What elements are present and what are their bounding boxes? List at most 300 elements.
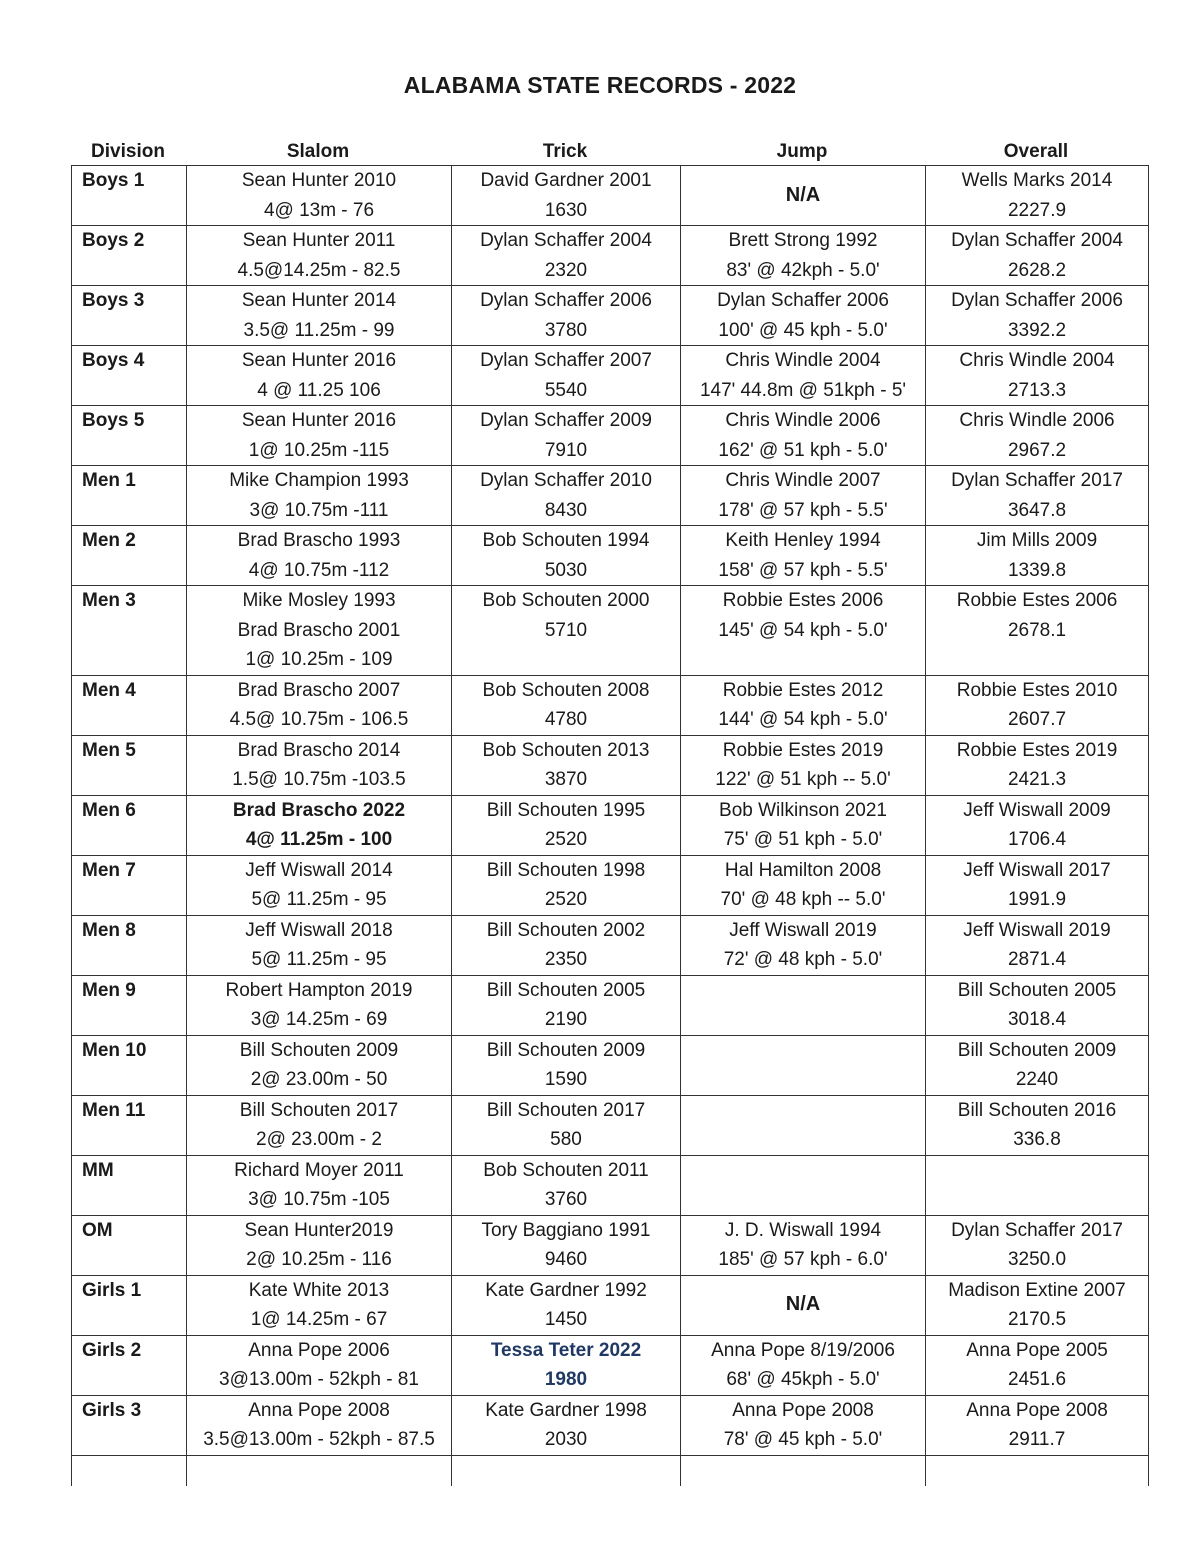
trick-line: 3760 bbox=[544, 1189, 588, 1210]
jump-cell bbox=[681, 735, 926, 795]
slalom-cell bbox=[187, 1275, 452, 1335]
jump-line: Anna Pope 2008 bbox=[732, 1399, 874, 1421]
jump-line: 100' @ 45 kph - 5.0' bbox=[718, 319, 888, 341]
division-cell bbox=[72, 1095, 187, 1155]
slalom-line: Jeff Wiswall 2018 bbox=[245, 919, 393, 941]
slalom-line: 1@ 10.25m -115 bbox=[248, 439, 390, 461]
slalom-line: Jeff Wiswall 2014 bbox=[245, 859, 393, 881]
slalom-line: 4@ 11.25m - 100 bbox=[245, 829, 393, 850]
slalom-line: Anna Pope 2008 bbox=[248, 1399, 390, 1421]
overall-line: 2240 bbox=[1015, 1069, 1059, 1090]
slalom-line: Mike Champion 1993 bbox=[229, 470, 409, 491]
overall-line: Robbie Estes 2006 bbox=[956, 590, 1118, 611]
trick-line: 2030 bbox=[544, 1429, 588, 1450]
table-row bbox=[72, 1095, 1149, 1155]
overall-line: Jim Mills 2009 bbox=[976, 530, 1098, 551]
table-row bbox=[72, 975, 1149, 1035]
overall-cell bbox=[926, 1035, 1149, 1095]
column-header-trick: Trick bbox=[542, 141, 588, 162]
overall-line: Dylan Schaffer 2006 bbox=[951, 290, 1123, 311]
table-row bbox=[72, 1215, 1149, 1275]
table-row bbox=[72, 526, 1149, 586]
overall-cell bbox=[926, 166, 1149, 226]
overall-line: 2451.6 bbox=[1007, 1369, 1067, 1390]
slalom-line: Bill Schouten 2017 bbox=[239, 1099, 399, 1121]
trick-cell bbox=[452, 526, 681, 586]
overall-line: 3250.0 bbox=[1007, 1249, 1067, 1270]
trick-line: 9460 bbox=[544, 1249, 588, 1270]
overall-line: 3647.8 bbox=[1007, 499, 1067, 521]
overall-line: Chris Windle 2004 bbox=[959, 350, 1115, 371]
division-label: Men 10 bbox=[82, 1039, 147, 1061]
division-label: Men 11 bbox=[82, 1099, 146, 1121]
jump-cell bbox=[681, 1335, 926, 1395]
overall-line: Dylan Schaffer 2004 bbox=[951, 230, 1123, 251]
jump-cell bbox=[681, 586, 926, 676]
slalom-line: 1@ 10.25m - 109 bbox=[245, 649, 393, 670]
jump-line: Hal Hamilton 2008 bbox=[724, 859, 882, 881]
slalom-line: Sean Hunter 2016 bbox=[241, 410, 397, 431]
overall-line: 1991.9 bbox=[1007, 889, 1067, 910]
trick-line: 5030 bbox=[544, 559, 588, 581]
table-row bbox=[72, 915, 1149, 975]
overall-cell bbox=[926, 795, 1149, 855]
overall-line: Wells Marks 2014 bbox=[961, 170, 1113, 191]
overall-line: 2871.4 bbox=[1007, 949, 1067, 970]
overall-line: 3018.4 bbox=[1007, 1009, 1067, 1030]
division-cell bbox=[72, 1395, 187, 1455]
slalom-line: Mike Mosley 1993 bbox=[242, 590, 396, 611]
jump-line: Robbie Estes 2012 bbox=[722, 679, 884, 701]
overall-line: 2713.3 bbox=[1007, 379, 1067, 401]
slalom-line: Sean Hunter 2014 bbox=[241, 290, 397, 311]
records-table-body bbox=[72, 166, 1149, 1486]
jump-line: Anna Pope 8/19/2006 bbox=[711, 1339, 895, 1361]
division-label: Girls 1 bbox=[82, 1279, 142, 1301]
jump-line: 158' @ 57 kph - 5.5' bbox=[718, 559, 888, 581]
slalom-cell bbox=[187, 406, 452, 466]
trick-line: Dylan Schaffer 2009 bbox=[480, 410, 652, 431]
trick-line: 2350 bbox=[544, 949, 588, 970]
division-cell bbox=[72, 675, 187, 735]
division-cell bbox=[72, 1035, 187, 1095]
overall-line: 2421.3 bbox=[1007, 769, 1067, 790]
division-cell bbox=[72, 586, 187, 676]
slalom-line: 2@ 23.00m - 2 bbox=[256, 1129, 382, 1150]
division-label: Boys 4 bbox=[82, 350, 145, 371]
trick-cell bbox=[452, 1395, 681, 1455]
division-label: Boys 2 bbox=[82, 230, 145, 251]
overall-line: Bill Schouten 2005 bbox=[957, 979, 1117, 1001]
jump-line: Chris Windle 2004 bbox=[725, 350, 881, 371]
slalom-line: Sean Hunter 2010 bbox=[241, 170, 397, 191]
slalom-line: Anna Pope 2006 bbox=[248, 1339, 390, 1361]
overall-cell bbox=[926, 526, 1149, 586]
jump-cell bbox=[681, 286, 926, 346]
trick-line: Bob Schouten 2011 bbox=[483, 1159, 649, 1181]
division-cell bbox=[72, 1215, 187, 1275]
division-cell bbox=[72, 1155, 187, 1215]
overall-line: Anna Pope 2005 bbox=[966, 1339, 1108, 1361]
division-label: OM bbox=[82, 1219, 113, 1241]
jump-line: Brett Strong 1992 bbox=[728, 230, 878, 251]
jump-line: 162' @ 51 kph - 5.0' bbox=[718, 439, 888, 461]
slalom-cell bbox=[187, 1095, 452, 1155]
jump-na-label: N/A bbox=[785, 183, 821, 206]
division-label: Girls 2 bbox=[82, 1339, 142, 1361]
overall-cell bbox=[926, 1215, 1149, 1275]
jump-cell bbox=[681, 855, 926, 915]
overall-line: 2911.7 bbox=[1008, 1429, 1066, 1450]
overall-cell bbox=[926, 586, 1149, 676]
trick-line: 1980 bbox=[544, 1369, 588, 1390]
jump-cell bbox=[681, 406, 926, 466]
overall-line: Chris Windle 2006 bbox=[959, 410, 1115, 431]
overall-line: 336.8 bbox=[1013, 1129, 1061, 1150]
jump-line: 145' @ 54 kph - 5.0' bbox=[718, 619, 888, 641]
trick-line: 8430 bbox=[544, 499, 588, 521]
jump-line: 70' @ 48 kph -- 5.0' bbox=[720, 889, 886, 910]
overall-cell bbox=[926, 975, 1149, 1035]
jump-line: 178' @ 57 kph - 5.5' bbox=[718, 499, 888, 521]
division-cell bbox=[72, 1335, 187, 1395]
jump-line: J. D. Wiswall 1994 bbox=[724, 1219, 882, 1241]
trick-line: 3780 bbox=[544, 319, 588, 341]
trick-line: 580 bbox=[550, 1129, 582, 1150]
trick-line: 1630 bbox=[544, 199, 588, 221]
column-header-slalom: Slalom bbox=[286, 141, 350, 162]
jump-line: Dylan Schaffer 2006 bbox=[717, 290, 889, 311]
table-row bbox=[72, 1275, 1149, 1335]
division-label: MM bbox=[82, 1159, 114, 1181]
table-row bbox=[72, 1335, 1149, 1395]
slalom-cell bbox=[187, 226, 452, 286]
trick-cell bbox=[452, 466, 681, 526]
trick-cell bbox=[452, 1335, 681, 1395]
slalom-line: Brad Brascho 2007 bbox=[237, 679, 401, 701]
overall-line: Jeff Wiswall 2017 bbox=[963, 859, 1111, 881]
division-cell bbox=[72, 286, 187, 346]
trick-line: 7910 bbox=[544, 439, 588, 461]
slalom-line: Brad Brascho 2001 bbox=[237, 619, 401, 641]
jump-cell bbox=[681, 675, 926, 735]
trick-line: 5540 bbox=[544, 379, 588, 401]
slalom-line: 4.5@ 10.75m - 106.5 bbox=[229, 709, 409, 730]
trick-line: Bill Schouten 2002 bbox=[486, 919, 646, 941]
table-row bbox=[72, 466, 1149, 526]
trick-cell bbox=[452, 675, 681, 735]
division-label: Men 9 bbox=[82, 979, 136, 1001]
overall-line: 2678.1 bbox=[1007, 619, 1067, 641]
trick-line: 4780 bbox=[544, 709, 588, 730]
overall-line: Madison Extine 2007 bbox=[948, 1279, 1126, 1301]
overall-line: 3392.2 bbox=[1007, 319, 1067, 341]
slalom-cell bbox=[187, 1335, 452, 1395]
jump-cell bbox=[681, 466, 926, 526]
division-label: Men 1 bbox=[82, 470, 136, 491]
division-cell bbox=[72, 1275, 187, 1335]
division-cell bbox=[72, 226, 187, 286]
overall-cell bbox=[926, 346, 1149, 406]
trick-line: Bill Schouten 2005 bbox=[486, 979, 646, 1001]
jump-cell bbox=[681, 1275, 926, 1335]
division-label: Boys 3 bbox=[82, 290, 145, 311]
overall-cell bbox=[926, 675, 1149, 735]
trick-cell bbox=[452, 1155, 681, 1215]
division-cell bbox=[72, 406, 187, 466]
trick-line: Dylan Schaffer 2010 bbox=[480, 470, 652, 491]
trick-cell bbox=[452, 915, 681, 975]
table-row bbox=[72, 586, 1149, 676]
division-label: Men 4 bbox=[82, 679, 136, 701]
slalom-cell bbox=[187, 586, 452, 676]
jump-cell bbox=[681, 526, 926, 586]
table-row-empty bbox=[72, 1455, 1149, 1486]
trick-line: 3870 bbox=[544, 769, 588, 790]
trick-line: Tory Baggiano 1991 bbox=[481, 1219, 651, 1241]
overall-cell bbox=[926, 1335, 1149, 1395]
slalom-cell bbox=[187, 166, 452, 226]
slalom-cell bbox=[187, 286, 452, 346]
trick-line: 2320 bbox=[544, 259, 588, 281]
table-row bbox=[72, 346, 1149, 406]
overall-line: 2170.5 bbox=[1007, 1309, 1067, 1330]
slalom-line: Brad Brascho 2014 bbox=[237, 739, 401, 761]
records-table bbox=[71, 165, 1149, 1486]
trick-cell bbox=[452, 1275, 681, 1335]
jump-cell bbox=[681, 1155, 926, 1215]
overall-cell bbox=[926, 286, 1149, 346]
overall-line: Robbie Estes 2019 bbox=[956, 739, 1118, 761]
jump-cell bbox=[681, 1095, 926, 1155]
slalom-cell bbox=[187, 1035, 452, 1095]
trick-line: Dylan Schaffer 2007 bbox=[480, 350, 652, 371]
slalom-line: 5@ 11.25m - 95 bbox=[251, 889, 387, 910]
slalom-line: Sean Hunter 2016 bbox=[241, 350, 397, 371]
slalom-cell bbox=[187, 466, 452, 526]
jump-line: Bob Wilkinson 2021 bbox=[719, 799, 887, 821]
empty-cell bbox=[187, 1455, 452, 1486]
overall-cell bbox=[926, 466, 1149, 526]
overall-line: Robbie Estes 2010 bbox=[956, 679, 1118, 701]
jump-na-label: N/A bbox=[785, 1293, 821, 1316]
trick-line: 2520 bbox=[544, 829, 588, 850]
slalom-cell bbox=[187, 855, 452, 915]
division-cell bbox=[72, 855, 187, 915]
slalom-line: 1@ 14.25m - 67 bbox=[250, 1309, 388, 1330]
slalom-line: 2@ 10.25m - 116 bbox=[246, 1249, 392, 1270]
jump-line: 75' @ 51 kph - 5.0' bbox=[723, 829, 883, 850]
overall-line: 2227.9 bbox=[1007, 199, 1067, 221]
column-header-overall: Overall bbox=[1003, 141, 1069, 162]
empty-cell bbox=[72, 1455, 187, 1486]
slalom-line: Richard Moyer 2011 bbox=[234, 1159, 404, 1181]
trick-line: Bob Schouten 2013 bbox=[482, 739, 650, 761]
trick-cell bbox=[452, 1215, 681, 1275]
page-title: ALABAMA STATE RECORDS - 2022 bbox=[403, 72, 797, 98]
trick-cell bbox=[452, 855, 681, 915]
overall-line: 2607.7 bbox=[1007, 709, 1067, 730]
slalom-line: 5@ 11.25m - 95 bbox=[251, 949, 387, 970]
overall-cell bbox=[926, 735, 1149, 795]
division-cell bbox=[72, 346, 187, 406]
table-row bbox=[72, 855, 1149, 915]
table-row bbox=[72, 735, 1149, 795]
slalom-cell bbox=[187, 526, 452, 586]
trick-line: Tessa Teter 2022 bbox=[490, 1339, 642, 1361]
trick-line: Bill Schouten 2017 bbox=[486, 1099, 646, 1121]
slalom-cell bbox=[187, 675, 452, 735]
trick-line: Bob Schouten 2000 bbox=[482, 590, 650, 611]
division-cell bbox=[72, 526, 187, 586]
trick-line: Kate Gardner 1992 bbox=[485, 1279, 647, 1301]
slalom-cell bbox=[187, 1395, 452, 1455]
slalom-line: 4@ 13m - 76 bbox=[263, 199, 375, 221]
trick-cell bbox=[452, 406, 681, 466]
table-row bbox=[72, 1035, 1149, 1095]
division-label: Men 2 bbox=[82, 530, 136, 551]
slalom-cell bbox=[187, 346, 452, 406]
trick-cell bbox=[452, 1035, 681, 1095]
slalom-line: 3.5@13.00m - 52kph - 87.5 bbox=[203, 1429, 435, 1450]
division-label: Girls 3 bbox=[82, 1399, 142, 1421]
jump-cell bbox=[681, 1035, 926, 1095]
jump-line: 68' @ 45kph - 5.0' bbox=[726, 1369, 880, 1390]
trick-cell bbox=[452, 226, 681, 286]
overall-cell bbox=[926, 1395, 1149, 1455]
slalom-cell bbox=[187, 1155, 452, 1215]
jump-cell bbox=[681, 166, 926, 226]
empty-cell bbox=[452, 1455, 681, 1486]
overall-line: 2628.2 bbox=[1007, 259, 1067, 281]
jump-line: Jeff Wiswall 2019 bbox=[729, 919, 877, 941]
trick-line: 2190 bbox=[544, 1009, 588, 1030]
trick-cell bbox=[452, 1095, 681, 1155]
trick-cell bbox=[452, 975, 681, 1035]
trick-cell bbox=[452, 795, 681, 855]
slalom-cell bbox=[187, 915, 452, 975]
slalom-line: 3@ 10.75m -111 bbox=[249, 499, 389, 521]
slalom-line: Bill Schouten 2009 bbox=[239, 1039, 399, 1061]
slalom-line: 3@ 14.25m - 69 bbox=[250, 1009, 388, 1030]
overall-line: Jeff Wiswall 2009 bbox=[963, 799, 1111, 821]
slalom-cell bbox=[187, 735, 452, 795]
division-label: Men 8 bbox=[82, 919, 136, 941]
jump-cell bbox=[681, 1215, 926, 1275]
table-row bbox=[72, 166, 1149, 226]
overall-cell bbox=[926, 1155, 1149, 1215]
overall-line: 1706.4 bbox=[1007, 829, 1067, 850]
trick-line: Bill Schouten 1998 bbox=[486, 859, 646, 881]
slalom-line: 3@13.00m - 52kph - 81 bbox=[219, 1369, 419, 1390]
trick-line: Kate Gardner 1998 bbox=[485, 1399, 647, 1421]
division-cell bbox=[72, 915, 187, 975]
table-row bbox=[72, 406, 1149, 466]
jump-line: Robbie Estes 2006 bbox=[722, 590, 884, 611]
empty-cell bbox=[681, 1455, 926, 1486]
slalom-line: Brad Brascho 2022 bbox=[232, 799, 406, 821]
jump-line: 147' 44.8m @ 51kph - 5' bbox=[699, 379, 907, 401]
slalom-line: Kate White 2013 bbox=[248, 1279, 390, 1301]
slalom-line: 2@ 23.00m - 50 bbox=[250, 1069, 388, 1090]
division-label: Boys 1 bbox=[82, 170, 145, 191]
jump-cell bbox=[681, 975, 926, 1035]
table-row bbox=[72, 286, 1149, 346]
jump-line: Chris Windle 2007 bbox=[725, 470, 881, 491]
overall-cell bbox=[926, 1275, 1149, 1335]
jump-line: 72' @ 48 kph - 5.0' bbox=[723, 949, 883, 970]
trick-line: 2520 bbox=[544, 889, 588, 910]
slalom-cell bbox=[187, 795, 452, 855]
slalom-line: 3@ 10.75m -105 bbox=[248, 1189, 390, 1210]
trick-line: Dylan Schaffer 2004 bbox=[480, 230, 652, 251]
table-row bbox=[72, 795, 1149, 855]
division-cell bbox=[72, 466, 187, 526]
trick-line: Bill Schouten 2009 bbox=[486, 1039, 646, 1061]
slalom-line: 3.5@ 11.25m - 99 bbox=[243, 319, 395, 341]
jump-line: Chris Windle 2006 bbox=[725, 410, 881, 431]
overall-line: Anna Pope 2008 bbox=[966, 1399, 1108, 1421]
column-header-jump: Jump bbox=[776, 141, 828, 162]
jump-line: Keith Henley 1994 bbox=[725, 530, 881, 551]
jump-line: 83' @ 42kph - 5.0' bbox=[726, 259, 880, 281]
overall-cell bbox=[926, 226, 1149, 286]
trick-line: Bob Schouten 1994 bbox=[482, 530, 650, 551]
trick-line: 1450 bbox=[544, 1309, 588, 1330]
division-cell bbox=[72, 166, 187, 226]
trick-line: Bill Schouten 1995 bbox=[486, 799, 646, 821]
slalom-cell bbox=[187, 1215, 452, 1275]
table-row bbox=[72, 226, 1149, 286]
jump-cell bbox=[681, 1395, 926, 1455]
slalom-line: 4@ 10.75m -112 bbox=[248, 559, 390, 581]
slalom-line: 4 @ 11.25 106 bbox=[257, 379, 381, 401]
division-label: Men 7 bbox=[82, 859, 136, 881]
division-label: Men 3 bbox=[82, 590, 136, 611]
column-header-division: Division bbox=[91, 141, 165, 162]
overall-line: Bill Schouten 2016 bbox=[957, 1099, 1117, 1121]
trick-cell bbox=[452, 735, 681, 795]
trick-cell bbox=[452, 586, 681, 676]
slalom-line: Sean Hunter 2011 bbox=[242, 230, 396, 251]
division-label: Men 6 bbox=[82, 799, 136, 821]
table-row bbox=[72, 1155, 1149, 1215]
jump-line: 122' @ 51 kph -- 5.0' bbox=[715, 769, 891, 790]
trick-cell bbox=[452, 346, 681, 406]
trick-line: Dylan Schaffer 2006 bbox=[480, 290, 652, 311]
jump-line: Robbie Estes 2019 bbox=[722, 739, 884, 761]
overall-cell bbox=[926, 915, 1149, 975]
overall-cell bbox=[926, 406, 1149, 466]
slalom-line: 1.5@ 10.75m -103.5 bbox=[232, 769, 406, 790]
overall-line: 2967.2 bbox=[1007, 439, 1067, 461]
trick-line: Bob Schouten 2008 bbox=[482, 679, 650, 701]
slalom-line: 4.5@14.25m - 82.5 bbox=[237, 259, 401, 281]
division-label: Boys 5 bbox=[82, 410, 145, 431]
empty-cell bbox=[926, 1455, 1149, 1486]
trick-cell bbox=[452, 286, 681, 346]
jump-line: 144' @ 54 kph - 5.0' bbox=[718, 709, 888, 730]
jump-line: 78' @ 45 kph - 5.0' bbox=[723, 1429, 883, 1450]
jump-cell bbox=[681, 795, 926, 855]
table-row bbox=[72, 1395, 1149, 1455]
slalom-cell bbox=[187, 975, 452, 1035]
jump-cell bbox=[681, 226, 926, 286]
overall-line: 1339.8 bbox=[1007, 559, 1067, 581]
trick-line: 5710 bbox=[544, 619, 588, 641]
overall-cell bbox=[926, 855, 1149, 915]
division-cell bbox=[72, 975, 187, 1035]
